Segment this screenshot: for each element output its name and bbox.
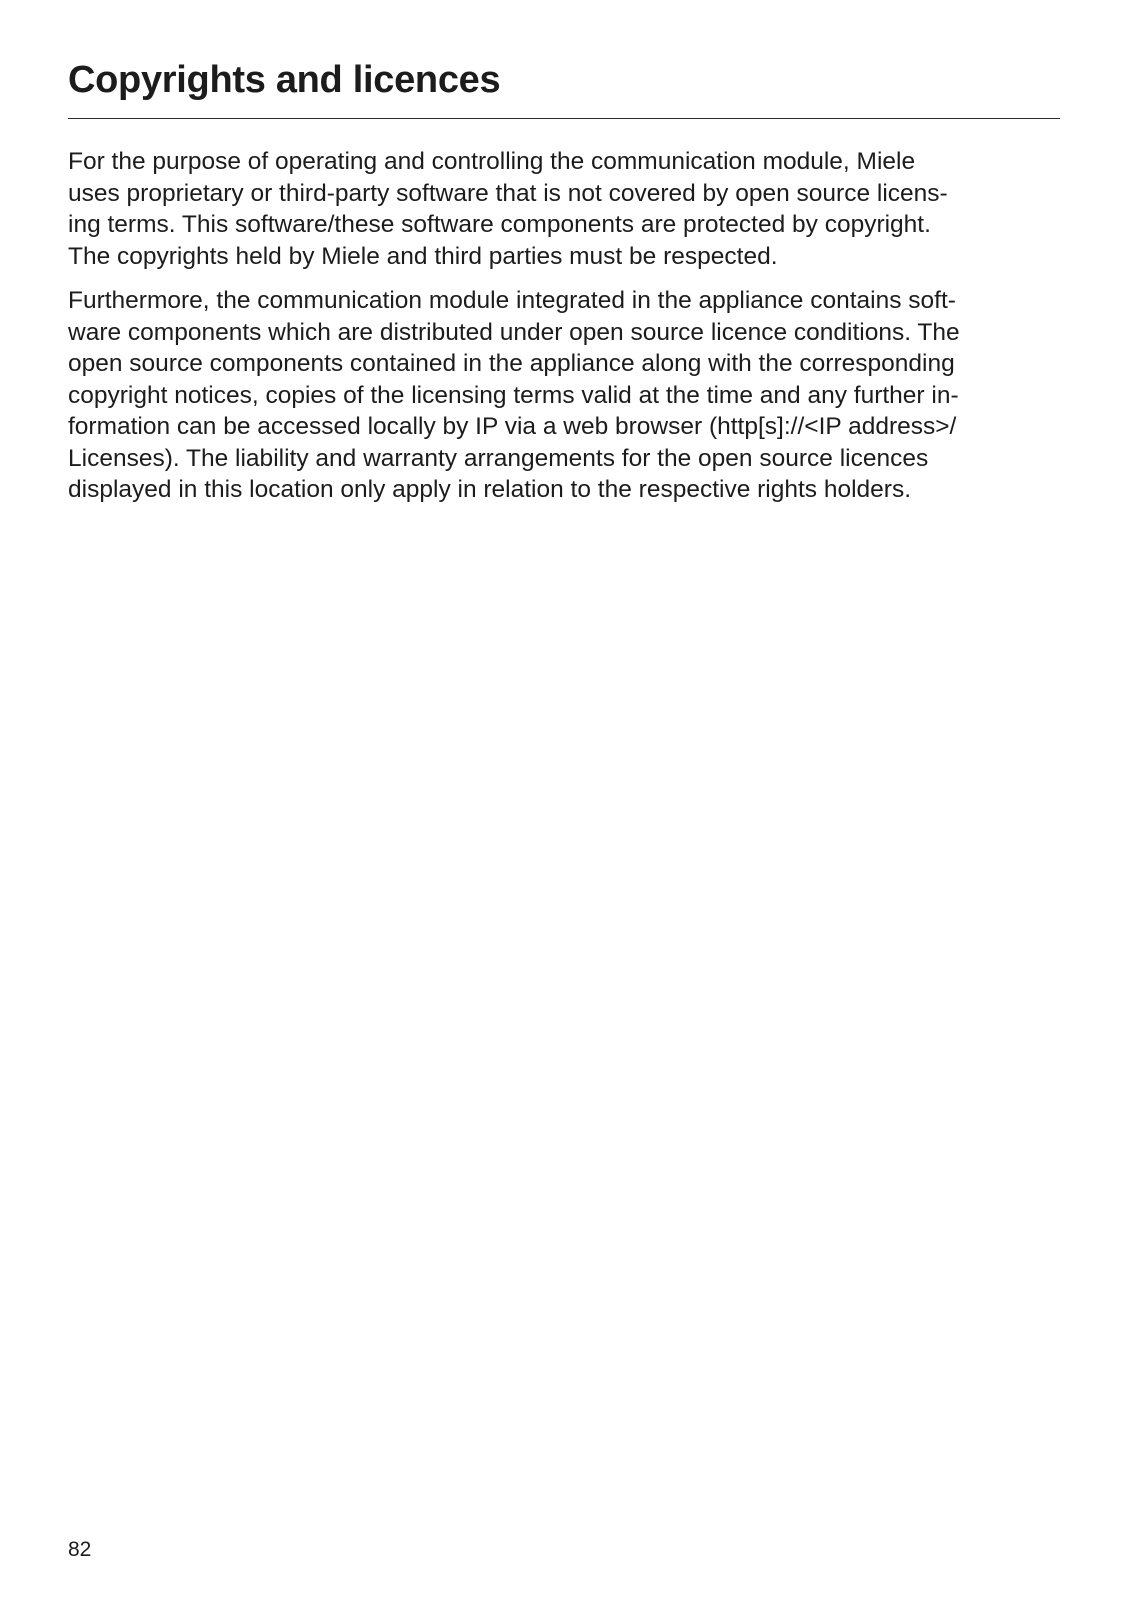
text-line: The copyrights held by Miele and third parties must be respected. bbox=[68, 242, 778, 270]
text-line: uses proprietary or third-party software that is not covered by open source licens- bbox=[68, 179, 948, 207]
text-line: formation can be accessed locally by IP via a web browser (http[s]://<IP address>/ bbox=[68, 413, 957, 440]
text-line: For the purpose of operating and controlling the communication module, Miele bbox=[68, 148, 916, 175]
body-text bbox=[68, 146, 1062, 519]
page-title: Copyrights and licences bbox=[68, 59, 501, 101]
page-number: 82 bbox=[68, 1538, 92, 1561]
text-line: Furthermore, the communication module integrated in the appliance contains soft- bbox=[68, 287, 956, 314]
text-line: ware components which are distributed under open source licence conditions. The bbox=[68, 318, 960, 346]
text-line: ing terms. This software/these software components are protected by copyright. bbox=[68, 211, 931, 238]
text-line: copyright notices, copies of the licensing terms valid at the time and any further in- bbox=[68, 381, 959, 409]
paragraph-proprietary-software bbox=[68, 146, 1062, 272]
paragraph-open-source-components bbox=[68, 285, 1062, 506]
text-line: displayed in this location only apply in relation to the respective rights holders. bbox=[68, 476, 912, 503]
title-divider bbox=[68, 118, 1060, 119]
text-line: Licenses). The liability and warranty arrangements for the open source licences bbox=[68, 444, 929, 472]
text-line: open source components contained in the appliance along with the corresponding bbox=[68, 350, 955, 377]
